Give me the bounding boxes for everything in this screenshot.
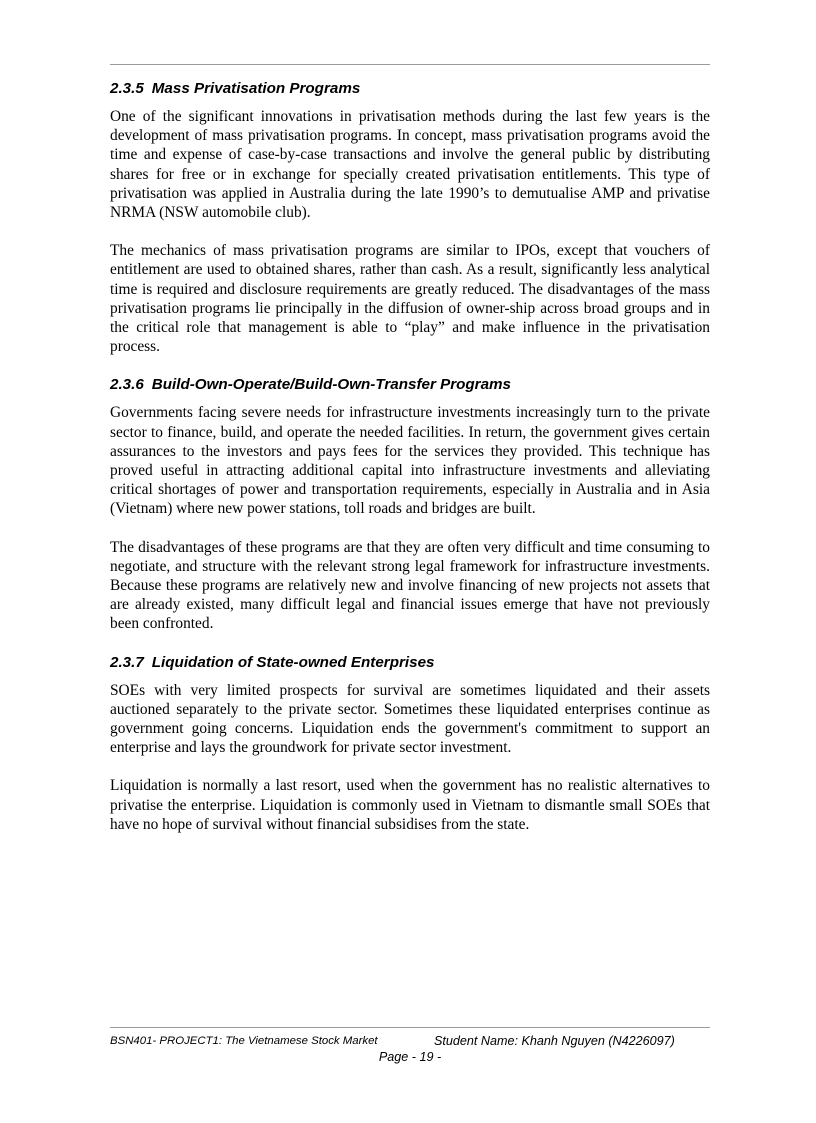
section-2-3-5 bbox=[110, 79, 710, 356]
footer-course: BSN401- PROJECT1: The Vietnamese Stock Market bbox=[110, 1035, 378, 1047]
section-number: 2.3.7 bbox=[110, 653, 144, 671]
document-body bbox=[110, 79, 710, 853]
paragraph: SOEs with very limited prospects for survival are sometimes liquidated and their assets auctioned separately to the private sector. Sometimes these liquidated enterprises continue as government going concerns. Liquidation ends the government's commitment to support an enterprise and lays the groundwork for private sector investment. bbox=[110, 681, 710, 757]
section-heading bbox=[110, 375, 710, 395]
section-heading bbox=[110, 79, 710, 99]
paragraph: Liquidation is normally a last resort, used when the government has no realistic alternatives to privatise the enterprise. Liquidation is commonly used in Vietnam to dismantle small SOEs that have no hope of survival without financial subsidises from the state. bbox=[110, 777, 710, 833]
footer-student: Student Name: Khanh Nguyen (N4226097) bbox=[434, 1034, 675, 1048]
footer-rule bbox=[110, 1027, 710, 1028]
section-title: Liquidation of State-owned Enterprises bbox=[151, 653, 435, 671]
paragraph: One of the significant innovations in privatisation methods during the last few years is the development of mass privatisation programs. In concept, mass privatisation programs avoid the time and expense of case-by-case transactions and involve the general public by distributing shares for free or in exchange for specially created privatisation entitlements. This type of privatisation was applied in Australia during the late 1990’s to demutualise AMP and privatise NRMA (NSW automobile club). bbox=[110, 108, 710, 222]
section-2-3-7 bbox=[110, 653, 710, 834]
section-title: Build-Own-Operate/Build-Own-Transfer Programs bbox=[151, 376, 511, 394]
section-heading bbox=[110, 653, 710, 673]
section-number: 2.3.5 bbox=[110, 80, 144, 97]
paragraph: The mechanics of mass privatisation programs are similar to IPOs, except that vouchers of entitlement are used to obtained shares, rather than cash. As a result, significantly less analytical time is required and disclosure requirements are greatly reduced. The disadvantages of the mass privatisation programs lie principally in the diffusion of owner-ship across broad groups and in the critical role that management is able to “play” and make influence in the privatisation process. bbox=[110, 242, 710, 356]
paragraph: The disadvantages of these programs are that they are often very difficult and time consuming to negotiate, and structure with the relevant strong legal framework for infrastructure investments. Because these programs are relatively new and involve financing of new projects not assets that are already existed, many difficult legal and financial issues emerge that have not previously been confronted. bbox=[110, 538, 710, 633]
section-number: 2.3.6 bbox=[110, 376, 144, 394]
section-2-3-6 bbox=[110, 375, 710, 633]
page-number: Page - 19 - bbox=[378, 1050, 442, 1064]
section-title: Mass Privatisation Programs bbox=[151, 80, 361, 97]
header-rule bbox=[110, 64, 710, 65]
paragraph: Governments facing severe needs for infrastructure investments increasingly turn to the private sector to finance, build, and operate the needed facilities. In return, the government gives certain assurances to the investors and pays fees for the services they provided. This technique has proved useful in attracting additional capital into infrastructure investments and alleviating critical shortages of power and transportation requirements, especially in Australia and in Asia (Vietnam) where new power stations, toll roads and bridges are built. bbox=[110, 404, 710, 518]
